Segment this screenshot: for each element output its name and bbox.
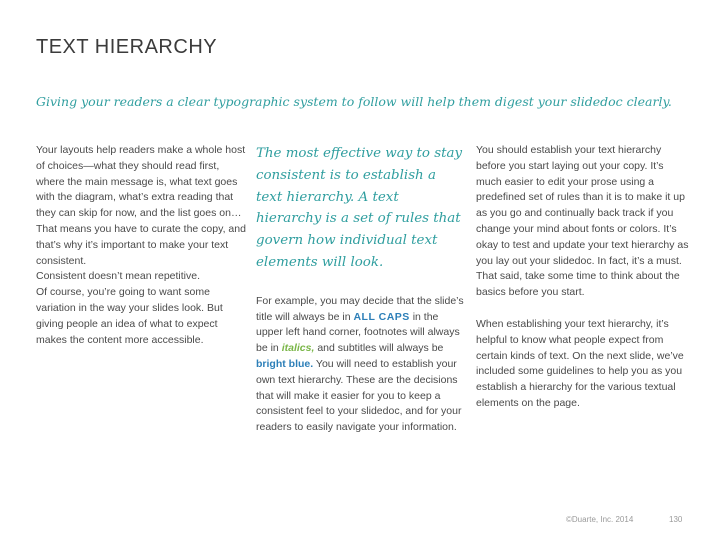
example-paragraph xyxy=(256,294,466,436)
footer-page-number: 130 xyxy=(669,515,683,524)
example-intro-text: For example, you may decide that the slide’s title will always be in xyxy=(256,294,464,323)
example-mid2-text: and subtitles will always be xyxy=(317,342,444,355)
column-left-paragraph-3: Of course, you’re going to want some variation in the way your slides look. But giving people an idea of what to expect makes the content more accessible. xyxy=(36,286,223,346)
column-right-paragraph-2: When establishing your text hierarchy, it’s helpful to know what people expect from certain kinds of text. On the next slide, we’ve included some guidelines to help you as you establish a hierarchy for the various textual elements on the page. xyxy=(476,317,684,409)
column-right-paragraph-1: You should establish your text hierarchy before you start laying out your copy. It’s much easier to edit your prose using a predefined set of rules than it is to make it up as you go and continually back track if you change your mind about fonts or colors. It’s okay to test and update your text hierarchy as you lay out your slidedoc. In fact, it’s a must. That said, take some time to think about the basics before you start. xyxy=(476,144,689,299)
italics-example: italics, xyxy=(281,342,315,355)
column-left xyxy=(36,143,248,348)
example-end-text: You will need to establish your own text hierarchy. These are the decisions that will make it easier for you to keep a consistent feel to your slidedoc, and for your readers to easily navigate your information. xyxy=(256,357,462,434)
all-caps-example: ALL CAPS xyxy=(353,310,410,323)
example-mid-text: in the upper left hand corner, footnotes will always be in xyxy=(256,310,460,355)
pull-quote: The most effective way to stay consistent is to establish a text hierarchy. A text hierarchy is a set of rules that govern how individual text elements will look. xyxy=(256,146,463,270)
page-title: TEXT HIERARCHY xyxy=(36,36,218,58)
bright-blue-example: bright blue. xyxy=(256,357,314,370)
column-right xyxy=(476,143,692,412)
page-subtitle: Giving your readers a clear typographic system to follow will help them digest your slidedoc clearly. xyxy=(36,94,672,109)
column-left-paragraph-1: Your layouts help readers make a whole host of choices—what they should read first, where the main message is, what text goes with the diagram, what’s extra reading that they can skip for now, and the list goes on… That means you have to curate the copy, and that’s why it’s important to make your text consistent. xyxy=(36,144,246,267)
column-middle xyxy=(256,143,466,436)
footer-copyright: ©Duarte, Inc. 2014 xyxy=(566,515,634,524)
column-left-paragraph-2: Consistent doesn’t mean repetitive. xyxy=(36,270,201,283)
